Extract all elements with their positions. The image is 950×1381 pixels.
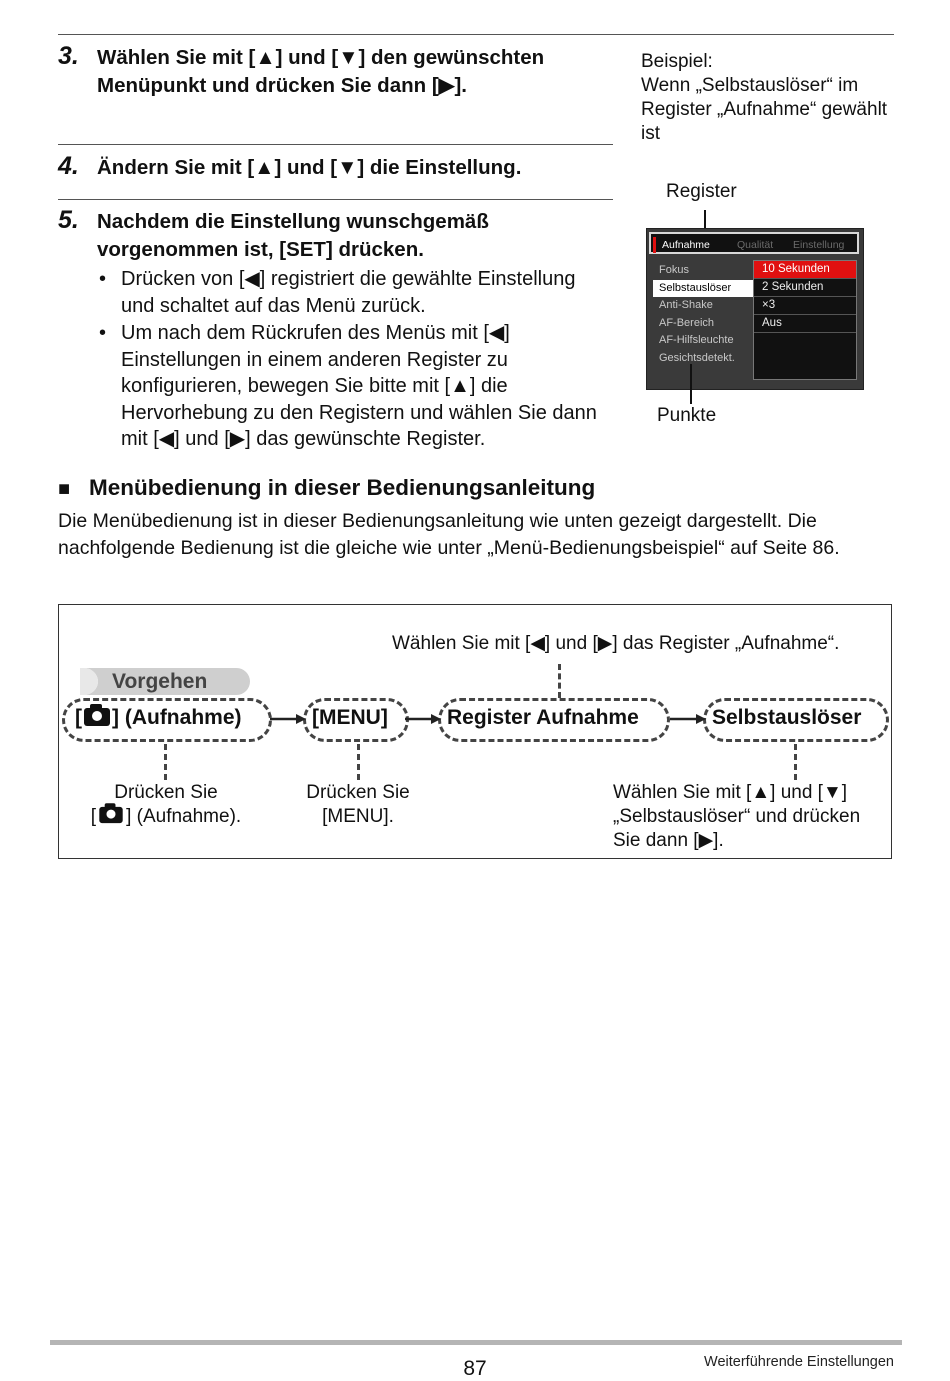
bullet-item: • Um nach dem Rückrufen des Menüs mit [◀] Einstellungen in einem anderen Register zu konfigurieren, bewegen Sie bitte mit [▲] die Hervorhebung zu den Registern und wählen Sie dann mit [◀] und [▶] das gewünschte Register. <box>99 320 609 454</box>
section-body: Die Menübedienung ist in dieser Bedienungsanleitung wie unten gezeigt dargestellt. Die nachfolgende Bedienung ist die gleiche wie unter „Menü-Bedienungsbeispiel“ auf Seite 86. <box>58 510 840 559</box>
punkte-pointer <box>690 364 692 404</box>
step-number: 3. <box>58 42 79 70</box>
register-pointer <box>704 210 706 230</box>
arrow-right-icon <box>270 712 306 726</box>
connector-dash <box>794 744 797 780</box>
menu-item: AF-Hilfsleuchte <box>659 334 734 346</box>
step-text: Ändern Sie mit [▲] und [▼] die Einstellung. <box>97 156 522 179</box>
flow-menu: [MENU] <box>312 706 388 729</box>
bracket-open: [ <box>75 706 82 729</box>
top-rule <box>58 34 894 35</box>
badge-notch <box>76 668 100 695</box>
top-note: Wählen Sie mit [◀] und [▶] das Register „Aufnahme“. <box>392 633 840 654</box>
connector-dash <box>558 664 561 698</box>
step-divider <box>58 144 613 145</box>
section-bullet: ■ <box>58 478 71 500</box>
menu-items <box>653 262 753 367</box>
note-aufnahme <box>68 781 264 829</box>
connector-dash <box>357 744 360 780</box>
option-list <box>753 260 857 380</box>
menu-item: Anti-Shake <box>659 299 713 311</box>
bullet-text: Um nach dem Rückrufen des Menüs mit [◀] Einstellungen in einem anderen Register zu konfigurieren, bewegen Sie bitte mit [▲] die Hervorhebung zu den Registern und wählen Sie dann mit [◀] und [▶] das gewünschte Register. <box>121 322 597 450</box>
step-text: Wählen Sie mit [▲] und [▼] den gewünschten Menüpunkt und drücken Sie dann [▶]. <box>97 46 545 97</box>
menu-item: Gesichtsdetekt. <box>659 351 735 364</box>
flow-aufnahme <box>75 705 242 731</box>
camera-icon <box>99 807 122 823</box>
note-menu: Drücken Sie [MENU]. <box>306 782 410 827</box>
bullet-item: • Drücken von [◀] registriert die gewählte Einstellung und schaltet auf das Menü zurück. <box>99 266 609 320</box>
step-5 <box>58 206 613 266</box>
note-line: Drücken Sie <box>114 782 218 803</box>
connector-dash <box>164 744 167 780</box>
page-number: 87 <box>463 1357 487 1380</box>
tab-aufnahme: Aufnahme <box>653 237 744 253</box>
footer-rule <box>50 1340 902 1345</box>
example-caption: Beispiel: Wenn „Selbstauslöser“ im Register „Aufnahme“ gewählt ist <box>641 51 888 144</box>
tab-qualitaet: Qualität <box>737 239 774 251</box>
option-item: 2 Sekunden <box>754 279 856 297</box>
step-number: 4. <box>58 152 79 180</box>
flow-register: Register Aufnahme <box>447 706 639 729</box>
punkte-label: Punkte <box>657 405 717 426</box>
vorgehen-label: Vorgehen <box>112 670 208 693</box>
note-line: [ ] (Aufnahme). <box>90 806 242 827</box>
arrow-right-icon <box>405 712 441 726</box>
aufnahme-label: ] (Aufnahme) <box>112 706 242 729</box>
register-label: Register <box>666 181 737 202</box>
camera-menu-screen <box>646 228 864 390</box>
menu-item-selected: Selbstauslöser <box>653 280 753 298</box>
step-3 <box>58 42 613 132</box>
menu-item: AF-Bereich <box>659 316 715 329</box>
bullet-text: Drücken von [◀] registriert die gewählte Einstellung und schaltet auf das Menü zurück. <box>121 268 576 317</box>
tab-bar <box>649 232 859 254</box>
footer-section: Weiterführende Einstellungen <box>704 1354 894 1370</box>
step-4 <box>58 152 613 186</box>
flow-selbst: Selbstauslöser <box>712 706 862 729</box>
camera-icon <box>84 708 110 726</box>
option-item: Aus <box>754 315 856 333</box>
menu-item: Fokus <box>659 264 689 276</box>
option-selected: 10 Sekunden <box>754 261 856 279</box>
vorgehen-badge <box>76 668 250 695</box>
tab-einstellung: Einstellung <box>793 239 845 251</box>
section-heading: Menübedienung in dieser Bedienungsanleitung <box>89 475 596 500</box>
option-item: ×3 <box>754 297 856 315</box>
step-text: Nachdem die Einstellung wunschgemäß vorgenommen ist, [SET] drücken. <box>97 210 489 261</box>
step-number: 5. <box>58 206 79 234</box>
arrow-right-icon <box>670 712 706 726</box>
step-divider <box>58 199 613 200</box>
note-selbst: Wählen Sie mit [▲] und [▼] „Selbstauslöser“ und drücken Sie dann [▶]. <box>613 782 861 851</box>
